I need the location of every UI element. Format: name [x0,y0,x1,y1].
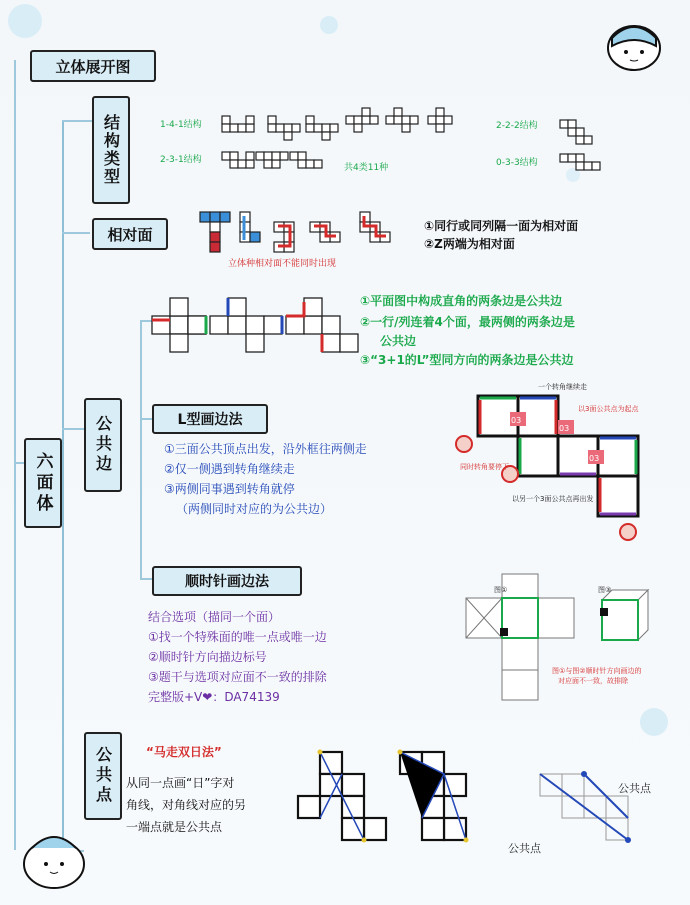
clockwise-method-title: 顺时针画边法 [152,566,302,596]
section-common-point-label: 公共点 [84,732,122,820]
section-common-edge-label: 公共边 [84,398,122,492]
horse-nets-diagram [294,748,474,858]
decor-circle [640,708,668,736]
svg-text:图①: 图① [494,586,508,594]
tree-line [140,578,152,580]
structure-type-033: 0-3-3结构 [496,158,538,168]
horse-method-title: “马走双日法” [146,745,222,759]
structure-type-141: 1-4-1结构 [160,120,202,130]
horse-desc-1: 从同一点画“日”字对 [126,776,235,790]
l-method-title: L型画边法 [152,404,268,434]
clockwise-step-4: 完整版+V❤：DA74139 [148,690,280,704]
structure-type-231: 2-3-1结构 [160,155,202,165]
root-label: 六面体 [24,438,62,528]
l-note-stop: 同时转角要停下 [460,463,509,471]
decor-circle [320,16,338,34]
tree-line [62,232,90,234]
decor-circle [8,4,42,38]
clockwise-step-2: ②顺时针方向描边标号 [148,650,267,664]
common-point-tag-1: 公共点 [618,782,651,795]
horse-desc-3: 一端点就是公共点 [126,820,223,834]
l-note-start: 以3面公共点为起点 [578,405,639,413]
svg-text:03: 03 [559,424,570,433]
section-structure-label: 结构类型 [92,96,130,204]
l-method-step-1: ①三面公共顶点出发，沿外框往两侧走 [164,442,367,456]
tree-line [14,60,16,850]
opposite-note: 立体种相对面不能同时出现 [228,259,337,269]
structure-type-222: 2-2-2结构 [496,121,538,131]
structure-nets-diagram [218,108,690,188]
common-edge-rule-2b: 公共边 [380,334,417,348]
common-point-tag-2: 公共点 [508,842,541,855]
l-method-step-3: ③两侧同事遇到转角就停 [164,482,295,496]
svg-text:03: 03 [511,416,522,425]
clockwise-step-3: ③题干与选项对应面不一致的排除 [148,670,327,684]
l-method-step-2: ②仅一侧遇到转角继续走 [164,462,295,476]
page-title: 立体展开图 [30,50,156,82]
opposite-rule-2: ②Z两端为相对面 [424,237,515,251]
svg-text:图③: 图③ [598,586,612,594]
common-edge-nets-diagram [150,294,360,364]
mascot-top-icon [604,16,664,76]
tree-line [62,120,92,122]
common-edge-rule-1: ①平面图中构成直角的两条边是公共边 [360,294,563,308]
l-method-step-4: （两侧同时对应的为公共边） [176,502,333,516]
common-edge-rule-2: ②一行/列连着4个面，最两侧的两条边是 [360,315,575,329]
tree-line [62,120,64,860]
horse-desc-2: 角线，对角线对应的另 [126,798,247,812]
tree-line [140,418,152,420]
common-edge-rule-3: ③“3+1的L”型同方向的两条边是公共边 [360,353,574,367]
tree-line [140,320,142,580]
clockwise-fig-note-1: 图①与图②顺时针方向画边的 [552,667,642,675]
opposite-rule-1: ①同行或同列隔一面为相对面 [424,219,579,233]
mascot-bottom-icon [14,820,92,892]
tree-line [62,428,84,430]
clockwise-fig-note-2: 对应面不一致，故排除 [558,677,628,685]
section-opposite-label: 相对面 [92,218,168,250]
opposite-nets-diagram [200,210,400,256]
l-note-continue: 一个转角继续走 [538,383,587,391]
l-note-restart: 以另一个3面公共点再出发 [512,495,594,503]
svg-text:03: 03 [589,454,600,463]
clockwise-step-0: 结合选项（描同一个面） [148,610,281,624]
structure-summary: 共4类11种 [344,163,389,173]
clockwise-step-1: ①找一个特殊面的唯一点或唯一边 [148,630,327,644]
